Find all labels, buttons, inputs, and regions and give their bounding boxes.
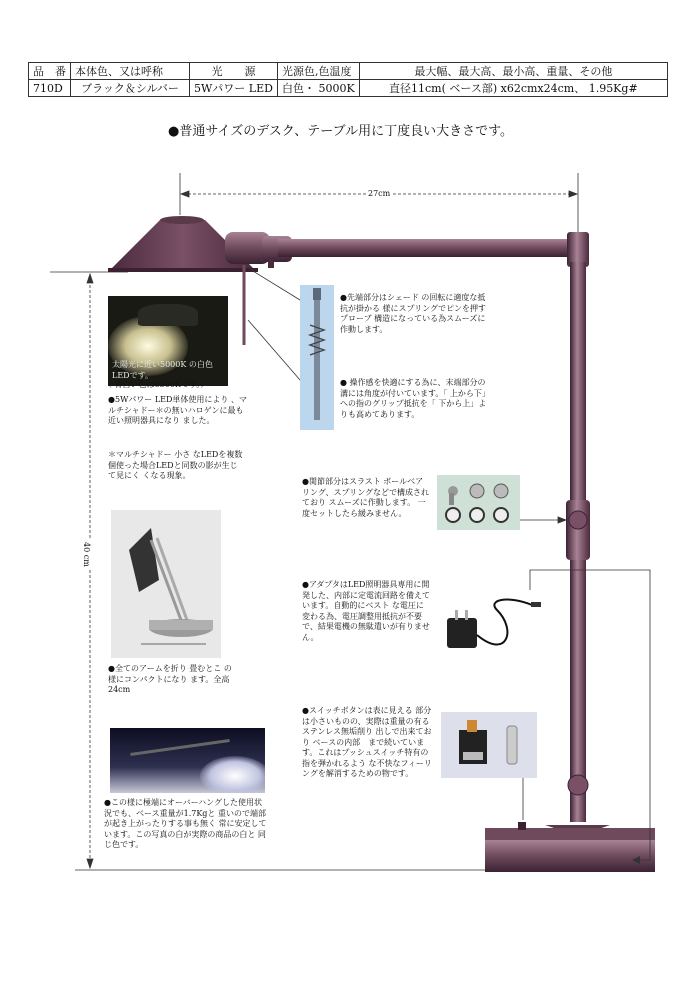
spec-value-cell: 直径11cm( ベース部) x62cmx24cm、 1.95Kg# bbox=[359, 80, 667, 97]
note-adapter: ●アダプタはLED照明器具専用に開発した、内部に定電流回路を備えています。自動的にベスト な電圧に変わる為、電圧調整用抵抗が不要で、結果電機の無駄遣いが有りません。 bbox=[302, 580, 430, 642]
cord-line bbox=[530, 570, 650, 860]
width-dimension bbox=[180, 173, 578, 235]
spec-value-cell: 710D bbox=[29, 80, 71, 97]
overhang-photo bbox=[110, 728, 265, 793]
height-dimension-label: 40 cm bbox=[82, 542, 91, 567]
spec-header-cell: 本体色、又は呼称 bbox=[71, 63, 190, 80]
joint-parts-photo bbox=[437, 475, 520, 530]
spec-header-cell: 品 番 bbox=[29, 63, 71, 80]
note-switch: ●スイッチボタンは表に見える 部分は小さいものの、実際は重量の有るステンレス無垢削り 出しで出来ており ベースの内部 まで続いています。これはプッシュスイッチ特有の指を弾かれるよう な不快なフィーリングを解消するための物です。 bbox=[302, 706, 432, 778]
elbow-joint bbox=[567, 232, 589, 267]
mid-joint bbox=[566, 500, 590, 560]
led-photo-caption: 太陽光に近い5000K の白色LEDです。 bbox=[112, 360, 213, 380]
note-fold: ●全てのアームを折り 畳むとこ の様にコンパクトになり ます。全高24cm bbox=[108, 664, 232, 694]
width-dimension-label: 27cm bbox=[368, 189, 391, 198]
note-tip: ●先端部分はシェード の回転に適度な抵抗が掛かる 様にスプリングでピンを押すプローブ 構造になっている為スムーズに作動します。 bbox=[340, 293, 487, 334]
led-photo-sub: （ 青白い色は6500Kです。） bbox=[104, 380, 209, 389]
note-led: ●5Wパワー LED単体使用により 、マルチシャドー＊の無いハロゲンに最も 近い照明器具になり ました。 bbox=[108, 395, 247, 425]
note-multishadow: ＊マルチシャドー 小さ なLEDを複数個使った場合LEDと同数の影が生じ て見にく くなる現象。 bbox=[108, 450, 243, 480]
spec-header-cell: 光源色,色温度 bbox=[277, 63, 359, 80]
spec-value-cell: 白色・ 5000K bbox=[277, 80, 359, 97]
note-joint: ●関節部分はスラスト ボールベアリング、スプリングなどで構成されており スムーズに作動します。 一度セットしたら緩みません。 bbox=[302, 477, 430, 518]
spec-value-cell: ブラック＆シルバー bbox=[71, 80, 190, 97]
spec-header-cell: 光 源 bbox=[190, 63, 278, 80]
folded-lamp-photo bbox=[111, 510, 221, 658]
switch-photo bbox=[441, 712, 537, 778]
lamp-base bbox=[485, 822, 655, 872]
probe-photo bbox=[300, 285, 334, 430]
adapter-photo bbox=[437, 590, 547, 670]
note-grip: ● 操作感を快適にする為に、末端部分の溝には角度が付いています。「 上から下」への指のグリップ抵抗を「 下から上」よりも高めてあります。 bbox=[340, 378, 490, 419]
spec-header-cell: 最大幅、最大高、最小高、重量、その他 bbox=[359, 63, 667, 80]
headline: ●普通サイズのデスク、テーブル用に丁度良い大きさです。 bbox=[168, 124, 514, 139]
note-overhang: ●この様に極端にオーバーハングした使用状況でも、ベース重量が1.7Kgと 重いので端部が起き上がったりする事も無く 常に安定しています。この写真の白が実際の商品の白と 同じ色です。 bbox=[104, 798, 267, 849]
spec-value-cell: 5Wパワー LED bbox=[190, 80, 278, 97]
